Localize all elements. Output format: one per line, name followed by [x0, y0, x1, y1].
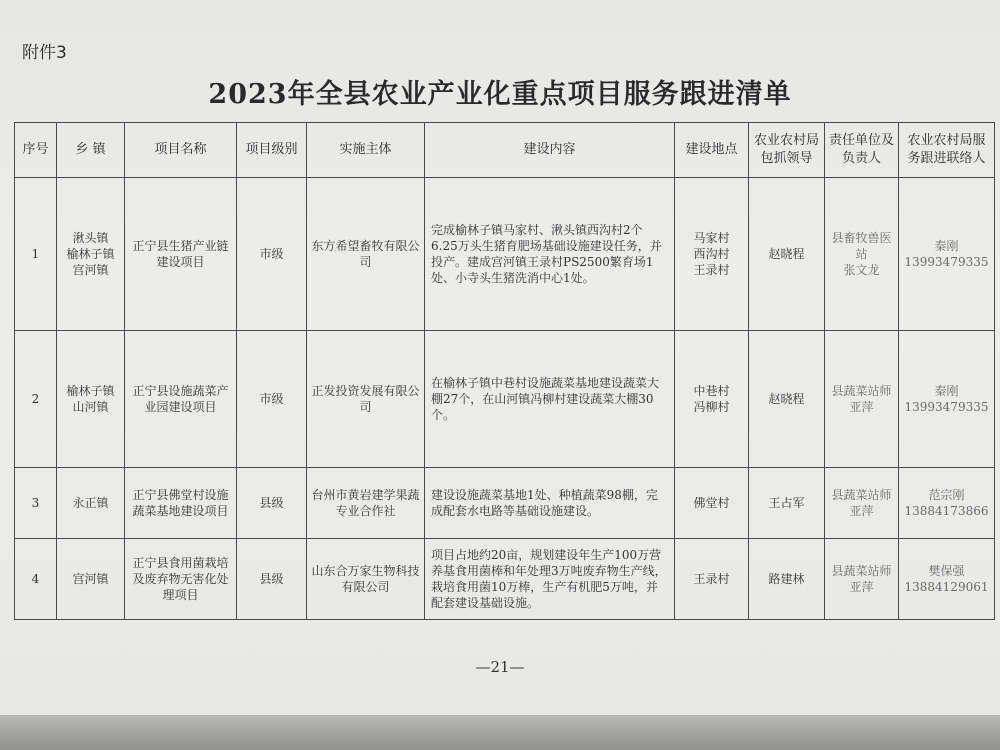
- table-header-row: [15, 123, 995, 178]
- row-number: 1: [15, 178, 57, 331]
- liaison-cell: 秦刚 13993479335: [899, 178, 995, 331]
- liaison-cell: 范宗刚 13884173866: [899, 468, 995, 539]
- entity-cell: 山东合万家生物科技有限公司: [307, 539, 425, 620]
- header-cell: 农业农村局服务跟进联络人: [899, 123, 995, 178]
- header-cell: 序号: [15, 123, 57, 178]
- project-name-cell: 正宁县设施蔬菜产业园建设项目: [125, 331, 237, 468]
- project-level-cell: 市级: [237, 178, 307, 331]
- project-name-cell: 正宁县生猪产业链建设项目: [125, 178, 237, 331]
- row-number: 3: [15, 468, 57, 539]
- responsible-cell: 县畜牧兽医站 张文龙: [825, 178, 899, 331]
- desk-background: [0, 715, 1000, 750]
- content-cell: 在榆林子镇中巷村设施蔬菜基地建设蔬菜大棚27个，在山河镇冯柳村建设蔬菜大棚30个。: [425, 331, 675, 468]
- project-name-cell: 正宁县佛堂村设施蔬菜基地建设项目: [125, 468, 237, 539]
- project-table: [14, 122, 995, 620]
- location-cell: 中巷村 冯柳村: [675, 331, 749, 468]
- town-cell: 榆林子镇 山河镇: [57, 331, 125, 468]
- content-cell: 完成榆林子镇马家村、湫头镇西沟村2个6.25万头生猪育肥场基础设施建设任务，并投产。建成宫河镇王录村PS2500繁育场1处、小寺头生猪洗消中心1处。: [425, 178, 675, 331]
- page-number: —21—: [475, 658, 525, 676]
- town-cell: 永正镇: [57, 468, 125, 539]
- row-number: 2: [15, 331, 57, 468]
- page-title: 2023年全县农业产业化重点项目服务跟进清单: [208, 79, 792, 110]
- attachment-label: 附件3: [22, 43, 67, 63]
- entity-cell: 东方希望畜牧有限公司: [307, 178, 425, 331]
- header-cell: 乡 镇: [57, 123, 125, 178]
- leader-cell: 路建林: [749, 539, 825, 620]
- leader-cell: 赵晓程: [749, 331, 825, 468]
- entity-cell: 台州市黄岩建学果蔬专业合作社: [307, 468, 425, 539]
- town-cell: 湫头镇 榆林子镇 宫河镇: [57, 178, 125, 331]
- responsible-cell: 县蔬菜站师亚萍: [825, 331, 899, 468]
- header-cell: 建设内容: [425, 123, 675, 178]
- leader-cell: 王占军: [749, 468, 825, 539]
- liaison-cell: 秦刚 13993479335: [899, 331, 995, 468]
- entity-cell: 正发投资发展有限公司: [307, 331, 425, 468]
- responsible-cell: 县蔬菜站师亚萍: [825, 468, 899, 539]
- location-cell: 佛堂村: [675, 468, 749, 539]
- header-cell: 实施主体: [307, 123, 425, 178]
- content-cell: 建设设施蔬菜基地1处、种植蔬菜98棚，完成配套水电路等基础设施建设。: [425, 468, 675, 539]
- table-row: [15, 468, 995, 539]
- location-cell: 马家村 西沟村 王录村: [675, 178, 749, 331]
- project-level-cell: 县级: [237, 468, 307, 539]
- header-cell: 项目名称: [125, 123, 237, 178]
- table-row: [15, 331, 995, 468]
- leader-cell: 赵晓程: [749, 178, 825, 331]
- responsible-cell: 县蔬菜站师亚萍: [825, 539, 899, 620]
- project-name-cell: 正宁县食用菌栽培及废弃物无害化处理项目: [125, 539, 237, 620]
- header-cell: 农业农村局包抓领导: [749, 123, 825, 178]
- header-cell: 项目级别: [237, 123, 307, 178]
- table-row: [15, 178, 995, 331]
- header-cell: 责任单位及负责人: [825, 123, 899, 178]
- liaison-cell: 樊保强 13884129061: [899, 539, 995, 620]
- project-level-cell: 县级: [237, 539, 307, 620]
- header-cell: 建设地点: [675, 123, 749, 178]
- content-cell: 项目占地约20亩，规划建设年生产100万营养基食用菌棒和年处理3万吨废弃物生产线，栽培食用菌10万棒，生产有机肥5万吨，并配套建设基础设施。: [425, 539, 675, 620]
- row-number: 4: [15, 539, 57, 620]
- town-cell: 宫河镇: [57, 539, 125, 620]
- table-row: [15, 539, 995, 620]
- project-level-cell: 市级: [237, 331, 307, 468]
- location-cell: 王录村: [675, 539, 749, 620]
